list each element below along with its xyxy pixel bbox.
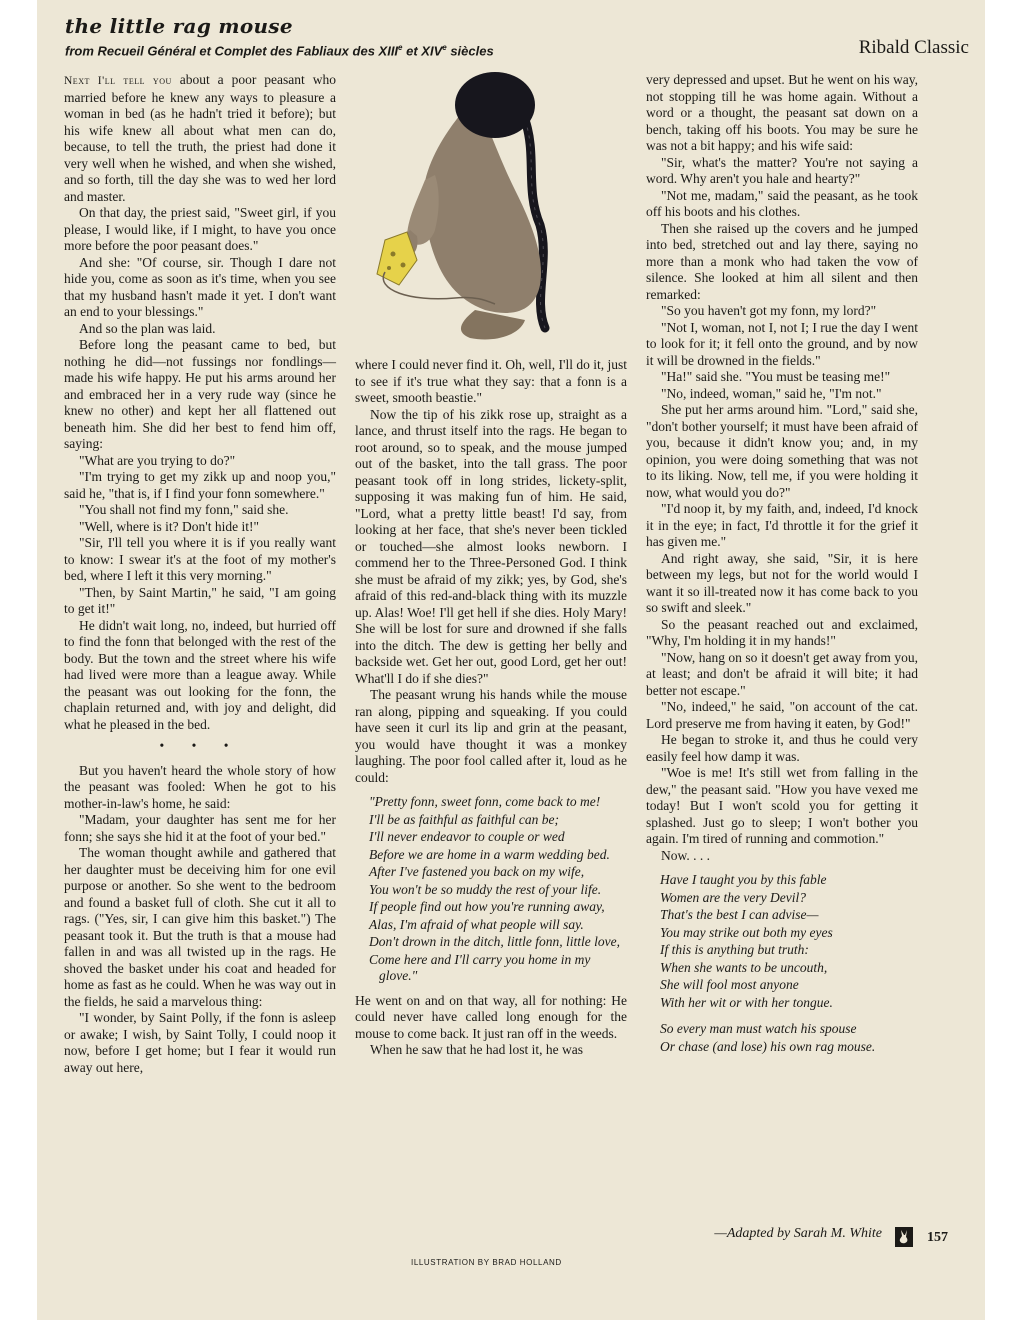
verse-line: When she wants to be uncouth,: [660, 959, 828, 975]
verse-line: Alas, I'm afraid of what people will say.: [369, 916, 584, 932]
paragraph: When he saw that he had lost it, he was: [370, 1042, 583, 1057]
source-prefix: from: [65, 43, 98, 59]
lead-in: Next I'll tell you: [64, 75, 172, 87]
paragraph: "So you haven't got my fonn, my lord?": [661, 303, 877, 318]
paragraph: He didn't wait long, no, indeed, but hurried off to find the fonn that belonged with the rest of the body. But the town and the street where his wife had lived were more than a league away. While the peasant was out looking for the fonn, the chaplain returned and, with joy and delight, did what he pleased in the bed.: [64, 617, 336, 732]
paragraph: Then she raised up the covers and he jumped into bed, stretched out and lay there, saying no more than a monk who had taken the vow of silence. She looked at him all silent and then remarked:: [646, 220, 918, 302]
verse-line: So every man must watch his spouse: [660, 1021, 857, 1036]
story-source: [65, 43, 494, 58]
paragraph-rest: about a poor peasant who married before he knew any ways to pleasure a woman in bed (as he hadn't tried it before); but his wife knew all about what men can do, because, to tell the truth, the priest had done it very well when he wished, and when she wished, and so forth, till the day she was to wed her lord and master.: [64, 72, 336, 204]
verse-line: If this is anything but truth:: [660, 942, 809, 957]
verse-line: That's the best I can advise—: [660, 907, 819, 922]
rabbit-head-icon: [895, 1227, 913, 1247]
verse-line: With her wit or with her tongue.: [660, 994, 833, 1010]
verse-line: "Pretty fonn, sweet fonn, come back to me!: [369, 794, 601, 809]
source-sup-1: e: [398, 43, 403, 52]
verse-line: Women are the very Devil?: [660, 889, 806, 905]
paragraph: "Now, hang on so it doesn't get away from you, at least; and don't be afraid it will bite; it had better not escape.": [646, 649, 918, 698]
adaptation-credit: —Adapted by Sarah M. White: [714, 1226, 882, 1241]
verse-line: You may strike out both my eyes: [660, 924, 833, 940]
paragraph: [64, 72, 336, 205]
paragraph: And right away, she said, "Sir, it is here between my legs, but not for the world would I want it so ill-treated now it has come back to you so swift and sleek.": [646, 550, 918, 615]
paragraph: "Not me, madam," said the peasant, as he took off his boots and his clothes.: [646, 187, 918, 219]
verse-line: Have I taught you by this fable: [660, 872, 827, 887]
text-column-1: [64, 72, 336, 1076]
paragraph: And she: "Of course, sir. Though I dare not hide you, come as soon as it's time, when you see that my husband hasn't made it yet. I don't want an end to your blessings.": [64, 254, 336, 319]
paragraph: "What are you trying to do?": [79, 452, 236, 468]
paragraph: The woman thought awhile and gathered that her daughter must be deceiving him for one evil purpose or another. So she went to the bedroom and found a basket full of cloth. She cut it all to rags. ("Yes, sir, I can give him this basket.") The peasant took it. But the truth is that a mouse had fallen in and was all twisted up in the rags. He shoved the basket under his coat and headed for home as fast as he could. When he was way out in the fields, he said a marvelous thing:: [64, 845, 336, 1009]
paragraph: where I could never find it. Oh, well, I'll do it, just to see if it's true what they say: that a fonn is a sweet, smooth beastie.": [355, 357, 627, 405]
verse-line: I'll be as faithful as faithful can be;: [369, 811, 559, 827]
figure-body: [423, 115, 541, 313]
verse-line: You won't be so muddy the rest of your life.: [369, 881, 602, 897]
paragraph: "Sir, I'll tell you where it is if you really want to know: I swear it's at the foot of my mother's bed, where I left it this very morning.": [64, 535, 336, 583]
paragraph: So the peasant reached out and exclaimed, "Why, I'm holding it in my hands!": [646, 616, 918, 648]
hair-head: [455, 72, 535, 138]
paragraph: "No, indeed," he said, "on account of the cat. Lord preserve me from having it eaten, by God!": [646, 699, 918, 731]
source-end: siècles: [446, 43, 494, 59]
paragraph: "No, indeed, woman," said he, "I'm not.": [661, 385, 882, 401]
paragraph: "I wonder, by Saint Polly, if the fonn is asleep or awake; I wish, by Saint Tolly, I could noop it now, before I get home; but I fear it would run away out here,: [64, 1010, 336, 1075]
moral-verse: [646, 872, 918, 1011]
illustration-credit: ILLUSTRATION BY BRAD HOLLAND: [411, 1258, 562, 1267]
text-column-2: [355, 357, 627, 1059]
verse-line: She will fool most anyone: [660, 977, 799, 992]
paragraph: "I'm trying to get my zikk up and noop you," said he, "that is, if I find your fonn somewhere.": [64, 469, 336, 501]
paragraph: The peasant wrung his hands while the mouse ran along, pipping and squeaking. If you could have seen it curl its lip and grin at the peasant, you would have thought it was a monkey laughing. The poor fool called after it, loud as he could:: [355, 687, 627, 785]
verse-line: After I've fastened you back on my wife,: [369, 864, 585, 879]
verse-line: Don't drown in the ditch, little fonn, little love,: [369, 934, 620, 949]
magazine-page: [37, 0, 985, 1320]
source-work: Recueil Général et Complet des Fabliaux des XIII: [97, 43, 399, 59]
verse-line: I'll never endeavor to couple or wed: [369, 829, 565, 844]
story-title: the little rag mouse: [65, 14, 293, 38]
verse-block: [355, 794, 627, 985]
section-break: • • •: [159, 738, 241, 753]
paragraph: "Woe is me! It's still wet from falling in the dew," the peasant said. "How you have vexed me today! But I won't scold you for getting it splashed. Just go to sleep; I won't bother you again. I'm tired of running and commotion.": [646, 765, 918, 846]
paragraph: "Sir, what's the matter? You're not saying a word. Why aren't you hale and hearty?": [646, 154, 918, 186]
verse-line: Or chase (and lose) his own rag mouse.: [660, 1038, 876, 1054]
paragraph: He went on and on that way, all for nothing: He could never have called long enough for the mouse to come back. It just ran off in the weeds.: [355, 992, 627, 1041]
text-column-3: [646, 72, 918, 1057]
paragraph: "You shall not find my fonn," said she.: [79, 502, 289, 517]
paragraph: Before long the peasant came to bed, but nothing he did—not fussings nor fondlings—made his wife happy. He put his arms around her and embraced her in a very rude way (since he knew no other) and kept her all flattened out beneath him. She did her best to fend him off, saying:: [64, 337, 336, 451]
page-number: 157: [927, 1230, 948, 1245]
paragraph: very depressed and upset. But he went on his way, not stopping till he was home again. Without a word or a thought, the peasant sat down on a bench, taking off his boots. You may be sure he was not a bit happy; and his wife said:: [646, 72, 918, 153]
paragraph: And so the plan was laid.: [79, 320, 216, 336]
verse-line: Come here and I'll carry you home in my glove.": [369, 951, 591, 983]
source-sup-2: e: [442, 43, 447, 52]
verse-line: Before we are home in a warm wedding bed.: [369, 846, 610, 862]
section-label: Ribald Classic: [858, 37, 969, 58]
paragraph: On that day, the priest said, "Sweet girl, if you please, I would like, if I might, to have you once more before the poor peasant does.": [64, 205, 336, 253]
paragraph: But you haven't heard the whole story of how the peasant was fooled: When he got to his mother-in-law's home, he said:: [64, 762, 336, 811]
paragraph: Now the tip of his zikk rose up, straight as a lance, and thrust itself into the rags. He began to root around, so to speak, and the mouse jumped out of the basket, into the tall grass. The poor peasant took off in long strides, lickety-split, supposing it was making fun of him. He said, "Lord, what a pretty little beast! I'd say, from looking at her face, that she's never been tickled or touched—she almost looks newborn. I commend her to the Three-Personed God. I think she must be afraid of my zikk; yes, by God, she's afraid of this red-and-black thing with its muzzle up. Alas! Woe! I'll get hell if she dies. Holy Mary! She will be lost for sure and drowned if she falls into the ditch. The dew is getting her belly and backside wet. Get her out, good Lord, get her out! What'll I do if she dies?": [355, 406, 627, 686]
paragraph: "Madam, your daughter has sent me for her fonn; she says she hid it at the foot of your bed.": [64, 812, 336, 844]
source-mid: et XIV: [402, 43, 443, 59]
paragraph: "Then, by Saint Martin," he said, "I am going to get it!": [64, 584, 336, 616]
verse-line: If people find out how you're running away,: [369, 899, 605, 914]
paragraph: Now. . . .: [661, 847, 710, 863]
paragraph: He began to stroke it, and thus he could very easily feel how damp it was.: [646, 732, 918, 764]
illustration-crouching-figure: [355, 60, 627, 350]
paragraph: "Well, where is it? Don't hide it!": [79, 518, 259, 534]
paragraph: "Ha!" said she. "You must be teasing me!": [661, 369, 891, 384]
paragraph: "I'd noop it, by my faith, and, indeed, I'd knock it in the eye; in fact, I'd throttle it for the grief it has given me.": [646, 501, 918, 549]
paragraph: "Not I, woman, not I, not I; I rue the day I went to look for it; it fell onto the ground, and by now it will be drowned in the fields.": [646, 319, 918, 368]
paragraph: She put her arms around him. "Lord," said she, "don't bother yourself; it must have been afraid of you, because it didn't know you; and, in my opinion, you were doing something that was not to its liking. Now, tell me, if you were holding it now, what would you do?": [646, 402, 918, 500]
moral-verse-final: [646, 1021, 918, 1055]
